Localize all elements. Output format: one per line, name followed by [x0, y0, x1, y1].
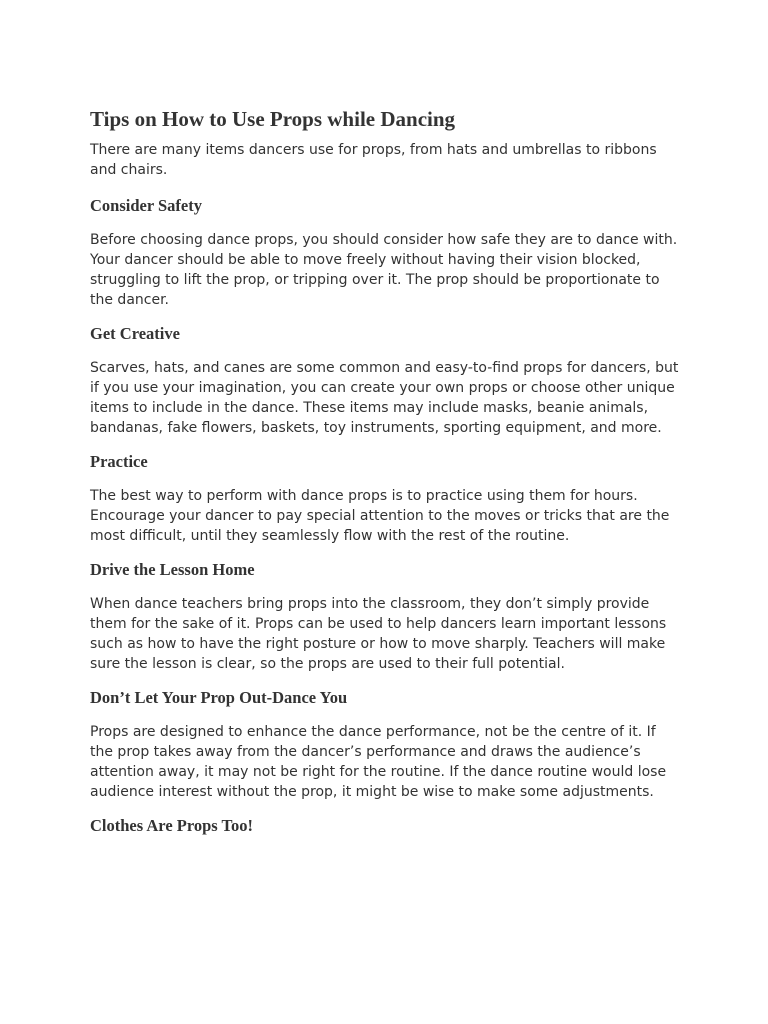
paragraph-get-creative: Scarves, hats, and canes are some common and easy-to-find props for dancers, but if you use your imagination, you can create your own props or choose other unique items to include in the dance. These items may include masks, beanie animals, bandanas, fake flowers, baskets, toy instruments, sporting equipment, and more. [90, 360, 679, 436]
document-page [90, 104, 690, 850]
heading-consider-safety: Consider Safety [90, 196, 202, 215]
intro-paragraph: There are many items dancers use for props, from hats and umbrellas to ribbons and chairs. [90, 142, 657, 178]
heading-drive-the-lesson-home: Drive the Lesson Home [90, 560, 255, 579]
paragraph-drive-the-lesson-home: When dance teachers bring props into the classroom, they don’t simply provide them for the sake of it. Props can be used to help dancers learn important lessons such as how to have the right posture or how to move sharply. Teachers will make sure the lesson is clear, so the props are used to their full potential. [90, 596, 667, 672]
heading-clothes-are-props: Clothes Are Props Too! [90, 816, 254, 835]
paragraph-dont-let-prop-out-dance: Props are designed to enhance the dance performance, not be the centre of it. If the prop takes away from the dancer’s performance and draws the audience’s attention away, it may not be right for the routine. If the dance routine would lose audience interest without the prop, it might be wise to make some adjustments. [90, 724, 667, 800]
document-title: Tips on How to Use Props while Dancing [90, 107, 456, 131]
heading-practice: Practice [90, 452, 148, 471]
paragraph-practice: The best way to perform with dance props is to practice using them for hours. Encourage your dancer to pay special attention to the moves or tricks that are the most difficult, until they seamlessly flow with the rest of the routine. [90, 488, 670, 544]
heading-dont-let-prop-out-dance: Don’t Let Your Prop Out-Dance You [90, 688, 348, 707]
paragraph-consider-safety: Before choosing dance props, you should consider how safe they are to dance with. Your dancer should be able to move freely without having their vision blocked, struggling to lift the prop, or tripping over it. The prop should be proportionate to the dancer. [90, 232, 678, 308]
heading-get-creative: Get Creative [90, 324, 180, 343]
